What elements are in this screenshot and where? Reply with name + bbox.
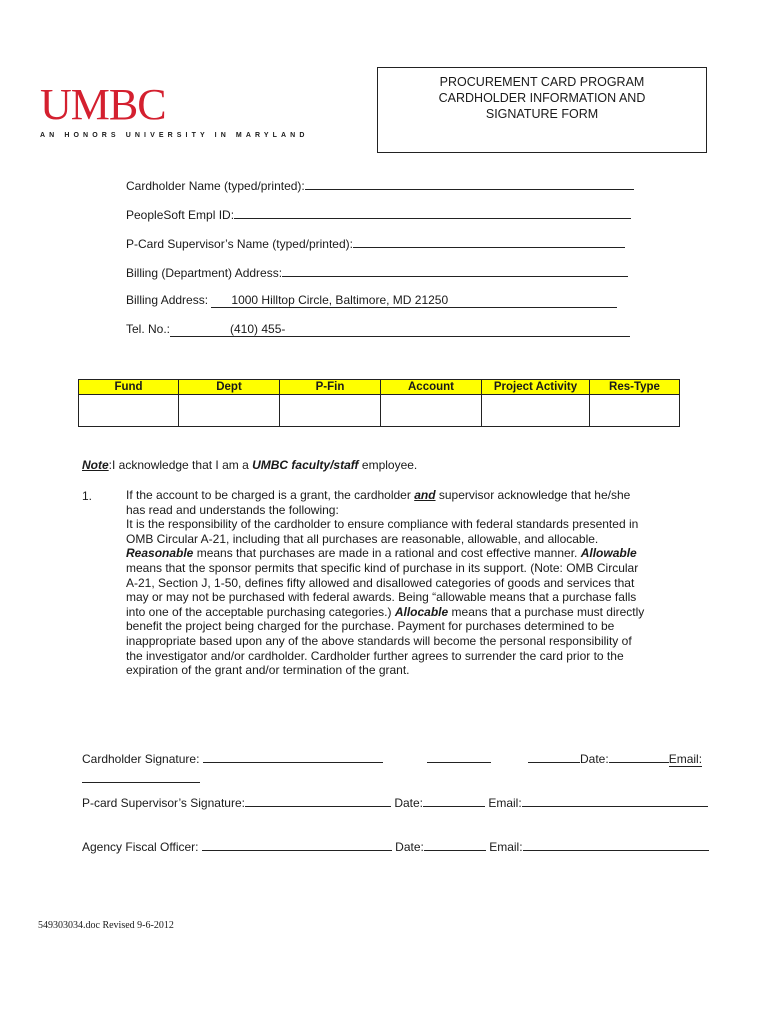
- form-title-box: [377, 67, 707, 153]
- peoplesoft-field: [126, 206, 631, 222]
- supervisor-email-label: Email:: [488, 796, 522, 810]
- supervisor-name-label: P-Card Supervisor’s Name (typed/printed):: [126, 237, 353, 251]
- cell-fund[interactable]: [79, 395, 179, 427]
- billing-address-value[interactable]: 1000 Hilltop Circle, Baltimore, MD 21250: [211, 293, 617, 308]
- tel-label: Tel. No.:: [126, 322, 171, 336]
- item-text-4: means that purchases are made in a rational and cost effective manner.: [193, 546, 581, 561]
- cardholder-date-pre-line[interactable]: [528, 750, 580, 763]
- acknowledgement-note: [82, 458, 417, 472]
- billing-address-label: Billing Address:: [126, 293, 209, 307]
- agency-officer-label: Agency Fiscal Officer:: [82, 840, 199, 854]
- header-fund: Fund: [79, 380, 179, 395]
- item-text-2: supervisor acknowledge that he/she has read and understands the following:: [126, 488, 631, 517]
- agency-officer-row: [82, 838, 709, 854]
- item-allowable: Allowable: [580, 546, 637, 561]
- supervisor-date-input[interactable]: [423, 794, 485, 807]
- supervisor-signature-label: P-card Supervisor’s Signature:: [82, 796, 245, 810]
- header-dept: Dept: [179, 380, 280, 395]
- item-and: and: [414, 488, 436, 502]
- cardholder-signature-label: Cardholder Signature:: [82, 752, 200, 766]
- item-text-1: If the account to be charged is a grant, the cardholder: [126, 488, 415, 502]
- cardholder-name-label: Cardholder Name (typed/printed):: [126, 179, 305, 193]
- title-line-1: PROCUREMENT CARD PROGRAM: [439, 75, 645, 89]
- supervisor-name-input[interactable]: [353, 235, 625, 248]
- cell-account[interactable]: [381, 395, 482, 427]
- billing-dept-label: Billing (Department) Address:: [126, 266, 283, 280]
- item-allocable: Allocable: [394, 604, 449, 619]
- agency-date-label: Date:: [395, 840, 424, 854]
- cardholder-date-input[interactable]: [609, 750, 669, 763]
- cardholder-blank-line[interactable]: [427, 750, 491, 763]
- cardholder-extra-line: [427, 750, 491, 766]
- cell-pfin[interactable]: [280, 395, 381, 427]
- supervisor-email-input[interactable]: [522, 794, 708, 807]
- note-label: Note: [82, 458, 109, 472]
- peoplesoft-label: PeopleSoft Empl ID:: [126, 208, 235, 222]
- cardholder-signature-row: [82, 750, 383, 766]
- billing-dept-field: [126, 264, 628, 280]
- header-account: Account: [381, 380, 482, 395]
- item-text-6: means that a purchase must directly benefit the project being charged for the purchase. Payment for purchases determined to be inappropriate based upon any of the above standards will become the personal responsibility of the investigator and/or cardholder. Cardholder further agrees to surrender the card prior to the expiration of the grant and/or termination of the grant.: [126, 604, 645, 678]
- cardholder-name-field: [126, 177, 634, 193]
- cardholder-email-label: Email:: [668, 752, 703, 766]
- supervisor-name-field: [126, 235, 625, 251]
- supervisor-signature-row: [82, 794, 708, 810]
- note-text-after: employee.: [358, 458, 418, 472]
- cardholder-date-row: [528, 750, 702, 766]
- cell-res-type[interactable]: [590, 395, 680, 427]
- document-footer: 549303034.doc Revised 9-6-2012: [38, 920, 174, 931]
- item-text-5: means that the sponsor permits that specific kind of purchase in its support. (Note: OMB Circular A-21, Section J, 1-50, defines fifty allowed and disallowed categories of goods and services that may or may not be purchased with federal awards. Being “allowable means that a purchase falls into one of the acceptable purchasing categories.): [126, 560, 639, 619]
- umbc-logo: [40, 80, 309, 139]
- logo-tagline: AN HONORS UNIVERSITY IN MARYLAND: [40, 132, 309, 139]
- supervisor-date-label: Date:: [394, 796, 423, 810]
- cardholder-email-line: [82, 770, 200, 786]
- account-table-header: [79, 380, 680, 395]
- cardholder-email-input[interactable]: [82, 770, 200, 783]
- item-number: 1.: [82, 489, 93, 503]
- agency-email-label: Email:: [489, 840, 523, 854]
- tel-value[interactable]: (410) 455-: [170, 322, 630, 337]
- item-text-3: It is the responsibility of the cardholder to ensure compliance with federal standards presented in OMB Circular A-21, including that all purchases are reasonable, allowable, and allocable.: [126, 517, 639, 546]
- agency-officer-signature-input[interactable]: [202, 838, 392, 851]
- cardholder-date-label: Date:: [580, 752, 609, 766]
- header-project-activity: Project Activity: [482, 380, 590, 395]
- billing-address-field: [126, 293, 617, 308]
- cardholder-signature-input[interactable]: [203, 750, 383, 763]
- cell-project-activity[interactable]: [482, 395, 590, 427]
- peoplesoft-input[interactable]: [234, 206, 631, 219]
- billing-dept-input[interactable]: [282, 264, 628, 277]
- cell-dept[interactable]: [179, 395, 280, 427]
- agency-email-input[interactable]: [523, 838, 709, 851]
- cardholder-name-input[interactable]: [305, 177, 634, 190]
- agency-date-input[interactable]: [424, 838, 486, 851]
- note-emphasis: UMBC faculty/staff: [252, 458, 359, 472]
- title-line-3: SIGNATURE FORM: [485, 107, 599, 121]
- tel-field: [126, 322, 630, 337]
- item-reasonable: Reasonable: [126, 546, 194, 561]
- logo-wordmark: UMBC: [40, 80, 166, 129]
- account-table: [78, 379, 680, 427]
- supervisor-signature-input[interactable]: [245, 794, 391, 807]
- note-text-before: :I acknowledge that I am a: [108, 458, 253, 472]
- header-res-type: Res-Type: [590, 380, 680, 395]
- account-table-row: [79, 395, 680, 427]
- grant-acknowledgement-text: [126, 488, 646, 678]
- title-line-2: CARDHOLDER INFORMATION AND: [438, 91, 646, 105]
- header-pfin: P-Fin: [280, 380, 381, 395]
